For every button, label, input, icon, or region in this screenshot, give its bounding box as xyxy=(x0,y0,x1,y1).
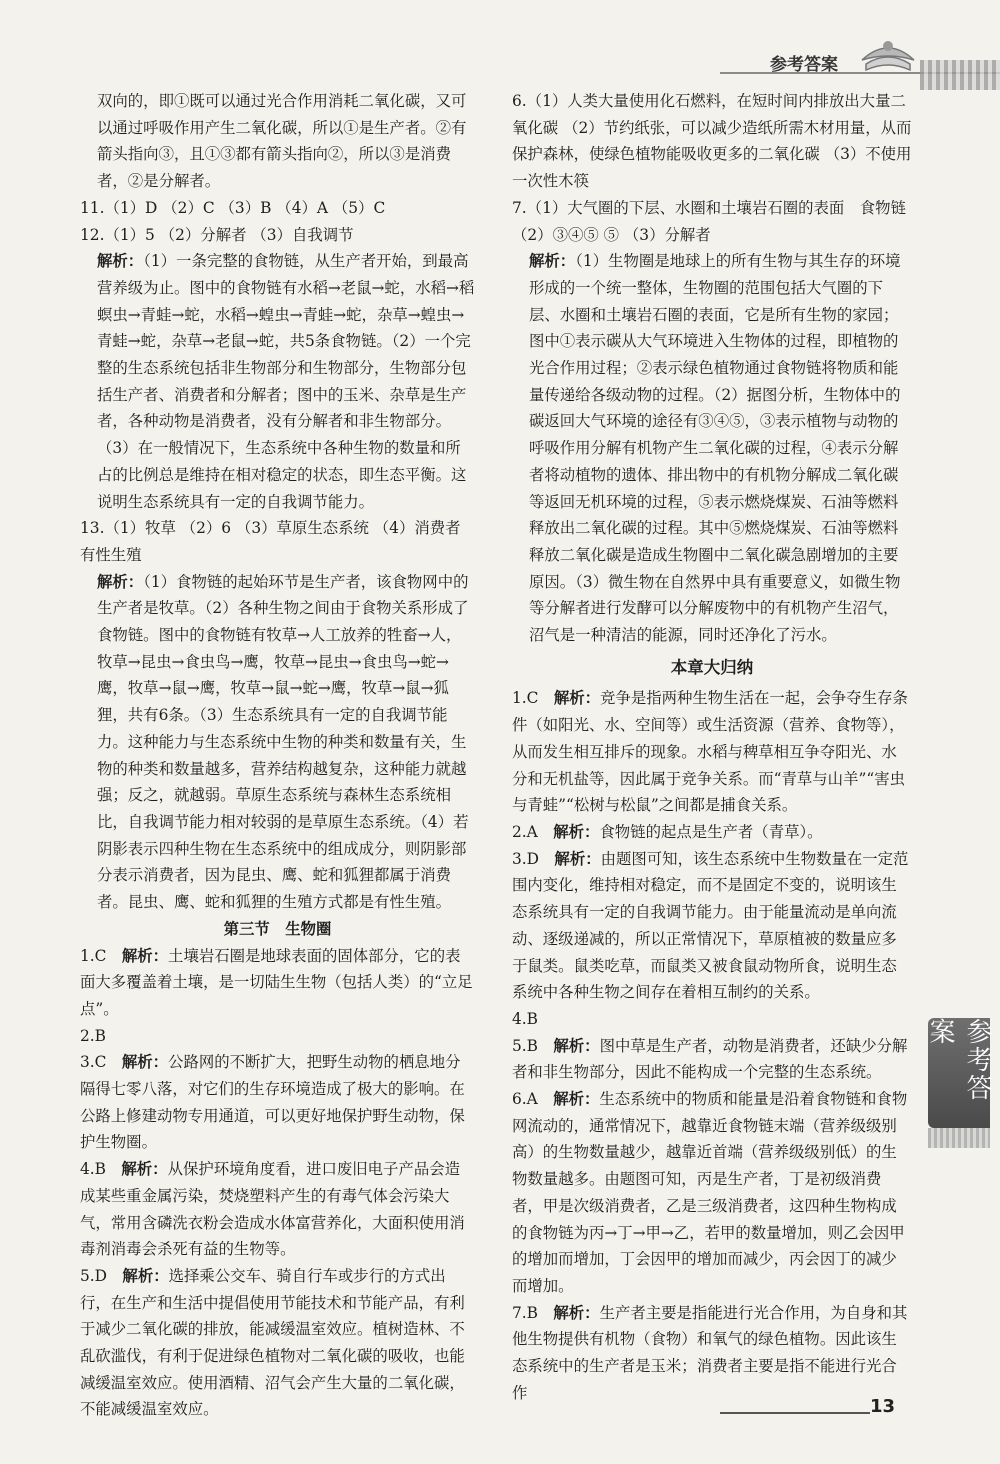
answer-paragraph xyxy=(512,685,912,819)
analysis-label: 解析： xyxy=(97,572,144,591)
answer-key: 5.D xyxy=(80,1266,123,1285)
answer-key: 7.B xyxy=(512,1303,554,1322)
header-title: 参考答案 xyxy=(770,55,838,75)
analysis-label: 解析： xyxy=(121,946,169,965)
answer-paragraph xyxy=(80,1156,475,1263)
answer-paragraph: 6.（1）人类大量使用化石燃料，在短时间内排放出大量二氧化碳 （2）节约纸张，可以减少造纸所需木材用量，从而保护森林，使绿色植物能吸收更多的二氧化碳 （3）不使用一次性木筷 xyxy=(512,92,912,191)
left-column xyxy=(80,88,475,1423)
answer-paragraph: 2.B xyxy=(80,1026,106,1045)
analysis-text: 土壤岩石圈是地球表面的固体部分，它的表面大多覆盖着土壤，是一切陆生生物（包括人类）的“立足点”。 xyxy=(80,946,473,1018)
analysis-text: 选择乘公交车、骑自行车或步行的方式出行，在生产和生活中提倡使用节能技术和节能产品，有利于减少二氧化碳的排放，能减缓温室效应。植树造林、不乱砍滥伐，有利于促进绿色植物对二氧化碳的吸收，也能减缓温室效应。使用酒精、沼气会产生大量的二氧化碳，不能减缓温室效应。 xyxy=(80,1266,465,1419)
answer-paragraph: 11.（1）D （2）C （3）B （4）A （5）C xyxy=(80,198,386,217)
analysis-label: 解析： xyxy=(554,849,601,868)
analysis-text: 生态系统中的物质和能量是沿着食物链和食物网流动的，通常情况下，越靠近食物链末端（营养级级别高）的生物数量越少，越靠近首端（营养级级别低）的生物数量越多。由题图可知，丙是生产者，丁是初级消费者，甲是次级消费者，乙是三级消费者，这四种生物构成的食物链为丙→丁→甲→乙，若甲的数量增加，则乙会因甲的增加而增加，丁会因甲的增加而减少，丙会因丁的减少而增加。 xyxy=(512,1090,908,1295)
answer-paragraph xyxy=(80,943,475,1023)
answer-key: 4.B xyxy=(80,1160,122,1179)
footer-rule xyxy=(720,1412,870,1414)
answer-paragraph xyxy=(80,248,475,515)
page-header xyxy=(0,0,1000,88)
answer-paragraph: 7.（1）大气圈的下层、水圈和土壤岩石圈的表面 食物链 （2）③④⑤ ⑤ （3）分解者 xyxy=(512,198,906,244)
answer-paragraph xyxy=(512,248,912,649)
answer-key: 6.A xyxy=(512,1090,554,1109)
answer-key: 5.B xyxy=(512,1036,554,1055)
answer-paragraph: 12.（1）5 （2）分解者 （3）自我调节 xyxy=(80,225,354,244)
page-number: 13 xyxy=(870,1396,896,1417)
answer-paragraph: 13.（1）牧草 （2）6 （3）草原生态系统 （4）消费者 有性生殖 xyxy=(80,519,461,564)
header-stripes xyxy=(920,60,1000,90)
analysis-text: 由题图可知，该生态系统中生物数量在一定范围内变化，维持相对稳定，而不是固定不变的，说明该生态系统具有一定的自我调节能力。由于能量流动是单向流动、逐级递减的，所以正常情况下，草原植被的数量应多于鼠类。鼠类吃草，而鼠类又被食鼠动物所食，说明生态系统中各种生物之间存在着相互制约的关系。 xyxy=(512,849,909,1002)
answer-key: 3.C xyxy=(80,1053,122,1072)
analysis-text: （1）生物圈是地球上的所有生物与其生存的环境形成的一个统一整体，生物圈的范围包括大气圈的下层、水圈和土壤岩石圈的表面，它是所有生物的家园；图中①表示碳从大气环境进入生物体的过程，即植物的光合作用过程；②表示绿色植物通过食物链将物质和能量传递给各级动物的过程。（2）据图分析，生物体中的碳返回大气环境的途径有③④⑤，③表示植物与动物的呼吸作用分解有机物产生二氧化碳的过程，④表示分解者将动植物的遗体、排出物中的有机物分解成二氧化碳等返回无机环境的过程，⑤表示燃烧煤炭、石油等燃料释放出二氧化碳的过程。其中⑤燃烧煤炭、石油等燃料释放二氧化碳是造成生物圈中二氧化碳急剧增加的主要原因。（3）微生物在自然界中具有重要意义，如微生物等分解者进行发酵可以分解废物中的有机物产生沼气，沼气是一种清洁的能源，同时还净化了污水。 xyxy=(529,252,901,645)
answer-paragraph xyxy=(512,846,912,1006)
answer-paragraph xyxy=(512,1033,912,1086)
analysis-text: （1）一条完整的食物链，从生产者开始，到最高营养级为止。图中的食物链有水稻→老鼠→蛇，水稻→稻螟虫→青蛙→蛇，水稻→蝗虫→青蛙→蛇，杂草→蝗虫→青蛙→蛇，杂草→老鼠→蛇，共5条食物链。（2）一个完整的生态系统包括非生物部分和生物部分，生物部分包括生产者、消费者和分解者；图中的玉米、杂草是生产者，各种动物是消费者，没有分解者和非生物部分。（3）在一般情况下，生态系统中各种生物的数量和所占的比例总是维持在相对稳定的状态，即生态平衡。这说明生态系统具有一定的自我调节能力。 xyxy=(97,252,475,511)
analysis-label: 解析： xyxy=(122,1266,169,1285)
answer-paragraph: 4.B xyxy=(512,1009,538,1028)
answer-paragraph xyxy=(512,1300,912,1407)
side-tab-shadow xyxy=(928,1128,990,1148)
analysis-text: 从保护环境角度看，进口废旧电子产品会造成某些重金属污染，焚烧塑料产生的有毒气体会污染大气，常用含磷洗衣粉会造成水体富营养化，大面积使用消毒剂消毒会杀死有益的生物等。 xyxy=(80,1160,465,1259)
chapter-title: 本章大归纳 xyxy=(670,657,754,677)
answer-key: 2.A xyxy=(512,822,554,841)
analysis-text: 生产者主要是指能进行光合作用，为自身和其他生物提供有机物（食物）和氧气的绿色植物。因此该生态系统中的生产者是玉米；消费者主要是指不能进行光合作 xyxy=(512,1303,908,1402)
right-column xyxy=(512,88,912,1406)
analysis-label: 解析： xyxy=(553,1090,600,1109)
analysis-label: 解析： xyxy=(97,252,144,271)
answer-key: 3.D xyxy=(512,849,555,868)
side-tab-label: 参考答案 xyxy=(925,1018,992,1102)
analysis-label: 解析： xyxy=(553,1036,600,1055)
analysis-label: 解析： xyxy=(121,1160,168,1179)
analysis-text: 竞争是指两种生物生活在一起，会争夺生存条件（如阳光、水、空间等）或生活资源（营养、食物等），从而发生相互排斥的现象。水稻与稗草相互争夺阳光、水分和无机盐等，因此属于竞争关系。而“青草与山羊”“害虫与青蛙”“松树与松鼠”之间都是捕食关系。 xyxy=(512,689,908,815)
book-emblem-icon xyxy=(858,30,918,78)
answer-key: 1.C xyxy=(512,689,554,708)
analysis-label: 解析： xyxy=(553,689,601,708)
analysis-label: 解析： xyxy=(553,822,600,841)
side-tab xyxy=(925,1018,992,1128)
analysis-text: 公路网的不断扩大，把野生动物的栖息地分隔得七零八落，对它们的生存环境造成了极大的影响。在公路上修建动物专用通道，可以更好地保护野生动物，保护生物圈。 xyxy=(80,1053,465,1152)
analysis-label: 解析： xyxy=(529,252,576,271)
analysis-label: 解析： xyxy=(121,1053,169,1072)
analysis-text: （1）食物链的起始环节是生产者，该食物网中的生产者是牧草。（2）各种生物之间由于食物关系形成了食物链。图中的食物链有牧草→人工放养的牲畜→人，牧草→昆虫→食虫鸟→鹰，牧草→昆虫→食虫鸟→蛇→鹰，牧草→鼠→鹰，牧草→鼠→蛇→鹰，牧草→鼠→狐狸，共有6条。（3）生态系统具有一定的自我调节能力。这种能力与生态系统中生物的种类和数量有关，生物的种类和数量越多，营养结构越复杂，这种能力就越强；反之，就越弱。草原生态系统与森林生态系统相比，自我调节能力相对较弱的是草原生态系统。（4）若阴影表示四种生物在生态系统中的组成成分，则阴影部分表示消费者，因为昆虫、鹰、蛇和狐狸都属于消费者。昆虫、鹰、蛇和狐狸的生殖方式都是有性生殖。 xyxy=(97,572,469,912)
answer-key: 1.C xyxy=(80,946,122,965)
analysis-text: 食物链的起点是生产者（青草）。 xyxy=(599,822,823,841)
answer-paragraph xyxy=(80,1049,475,1156)
answer-paragraph: 双向的，即①既可以通过光合作用消耗二氧化碳，又可以通过呼吸作用产生二氧化碳，所以①是生产者。②有箭头指向③，且①③都有箭头指向②，所以③是消费者，②是分解者。 xyxy=(97,92,467,191)
analysis-label: 解析： xyxy=(553,1303,600,1322)
answer-paragraph xyxy=(512,1086,912,1300)
answer-paragraph xyxy=(512,819,912,846)
answer-paragraph xyxy=(80,569,475,916)
answer-paragraph xyxy=(80,1263,475,1423)
analysis-text: 图中草是生产者，动物是消费者，还缺少分解者和非生物部分，因此不能构成一个完整的生态系统。 xyxy=(512,1036,908,1082)
section-title: 第三节 生物圈 xyxy=(223,919,332,938)
